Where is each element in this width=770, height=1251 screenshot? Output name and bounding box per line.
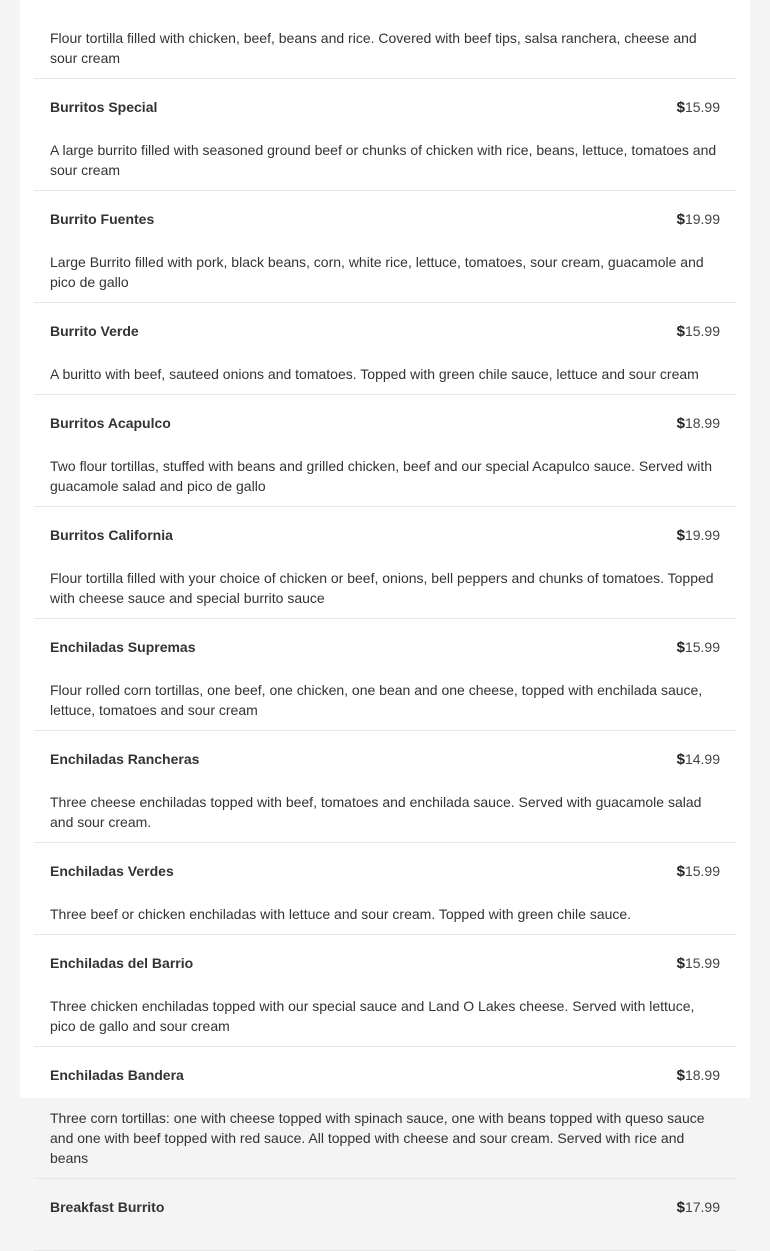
menu-panel — [20, 0, 750, 1216]
menu-item[interactable] — [34, 191, 736, 303]
item-description: Flour rolled corn tortillas, one beef, one chicken, one bean and one cheese, topped with enchilada sauce, lettuce, tomatoes and sour cream — [50, 682, 703, 718]
currency-symbol: $ — [676, 863, 685, 880]
menu-item[interactable] — [34, 619, 736, 731]
menu-item[interactable] — [34, 1179, 736, 1251]
item-header — [50, 935, 720, 975]
item-name: Enchiladas del Barrio — [50, 955, 194, 971]
item-price — [677, 415, 720, 432]
menu-item[interactable] — [34, 843, 736, 935]
menu-item[interactable] — [34, 507, 736, 619]
currency-symbol: $ — [676, 1199, 685, 1216]
item-header — [50, 303, 720, 343]
price-value: 19.99 — [684, 211, 720, 227]
item-header — [50, 1047, 720, 1087]
item-name: Burrito Fuentes — [50, 211, 155, 227]
menu-item[interactable] — [34, 0, 736, 79]
item-price — [677, 323, 720, 340]
item-description: Three corn tortillas: one with cheese topped with spinach sauce, one with beans topped with queso sauce and one with beef topped with red sauce. All topped with cheese and sour cream. Served with rice and beans — [50, 1110, 705, 1166]
menu-item[interactable] — [34, 303, 736, 395]
item-description: A buritto with beef, sauteed onions and tomatoes. Topped with green chile sauce, lettuce and sour cream — [50, 366, 699, 382]
menu-item[interactable] — [34, 1047, 736, 1179]
item-name: Enchiladas Verdes — [50, 863, 174, 879]
menu-item[interactable] — [34, 79, 736, 191]
price-value: 17.99 — [684, 1199, 720, 1215]
item-header — [50, 0, 720, 7]
item-price — [677, 211, 720, 228]
item-name: Burrito Verde — [50, 323, 139, 339]
item-description: Flour tortilla filled with your choice of chicken or beef, onions, bell peppers and chunks of tomatoes. Topped with cheese sauce and special burrito sauce — [50, 570, 714, 606]
price-value: 15.99 — [684, 863, 720, 879]
item-description: Three cheese enchiladas topped with beef, tomatoes and enchilada sauce. Served with guacamole salad and sour cream. — [50, 794, 702, 830]
item-price — [677, 639, 720, 656]
price-value: 18.99 — [684, 1067, 720, 1083]
item-description: Three chicken enchiladas topped with our special sauce and Land O Lakes cheese. Served with lettuce, pico de gallo and sour cream — [50, 998, 695, 1034]
currency-symbol: $ — [676, 955, 685, 972]
item-header — [50, 619, 720, 659]
item-name: Burritos Acapulco — [50, 415, 171, 431]
price-value: 15.99 — [684, 99, 720, 115]
item-price — [677, 751, 720, 768]
currency-symbol: $ — [676, 323, 685, 340]
item-price — [677, 1199, 720, 1216]
item-header — [50, 1179, 720, 1219]
item-description: Large Burrito filled with pork, black beans, corn, white rice, lettuce, tomatoes, sour cream, guacamole and pico de gallo — [50, 254, 704, 290]
currency-symbol: $ — [676, 211, 685, 228]
menu-item[interactable] — [34, 395, 736, 507]
price-value: 14.99 — [684, 751, 720, 767]
currency-symbol: $ — [676, 527, 685, 544]
item-price — [677, 527, 720, 544]
item-header — [50, 507, 720, 547]
currency-symbol: $ — [676, 751, 685, 768]
item-name: Enchiladas Supremas — [50, 639, 196, 655]
item-price — [677, 99, 720, 116]
item-description: A large burrito filled with seasoned ground beef or chunks of chicken with rice, beans, lettuce, tomatoes and sour cream — [50, 142, 717, 178]
price-value: 15.99 — [684, 955, 720, 971]
item-header — [50, 731, 720, 771]
item-header — [50, 395, 720, 435]
item-description: Two flour tortillas, stuffed with beans and grilled chicken, beef and our special Acapulco sauce. Served with guacamole salad and pico de gallo — [50, 458, 713, 494]
item-name: Burritos California — [50, 527, 173, 543]
price-value: 15.99 — [684, 323, 720, 339]
menu-item[interactable] — [34, 935, 736, 1047]
item-price — [677, 863, 720, 880]
item-header — [50, 843, 720, 883]
item-name: Enchiladas Rancheras — [50, 751, 200, 767]
currency-symbol: $ — [676, 415, 685, 432]
item-price — [677, 955, 720, 972]
currency-symbol: $ — [676, 99, 685, 116]
price-value: 18.99 — [684, 415, 720, 431]
item-name: Enchiladas Bandera — [50, 1067, 184, 1083]
item-header — [50, 191, 720, 231]
item-price — [677, 1067, 720, 1084]
menu-list — [34, 0, 736, 1251]
item-header — [50, 79, 720, 119]
item-name: Burritos Special — [50, 99, 158, 115]
price-value: 19.99 — [684, 527, 720, 543]
currency-symbol: $ — [676, 639, 685, 656]
item-description — [50, 1219, 720, 1250]
item-name: Breakfast Burrito — [50, 1199, 165, 1215]
price-value: 15.99 — [684, 639, 720, 655]
currency-symbol: $ — [676, 1067, 685, 1084]
item-description: Flour tortilla filled with chicken, beef, beans and rice. Covered with beef tips, salsa ranchera, cheese and sour cream — [50, 30, 697, 66]
item-description: Three beef or chicken enchiladas with lettuce and sour cream. Topped with green chile sauce. — [50, 906, 632, 922]
menu-item[interactable] — [34, 731, 736, 843]
